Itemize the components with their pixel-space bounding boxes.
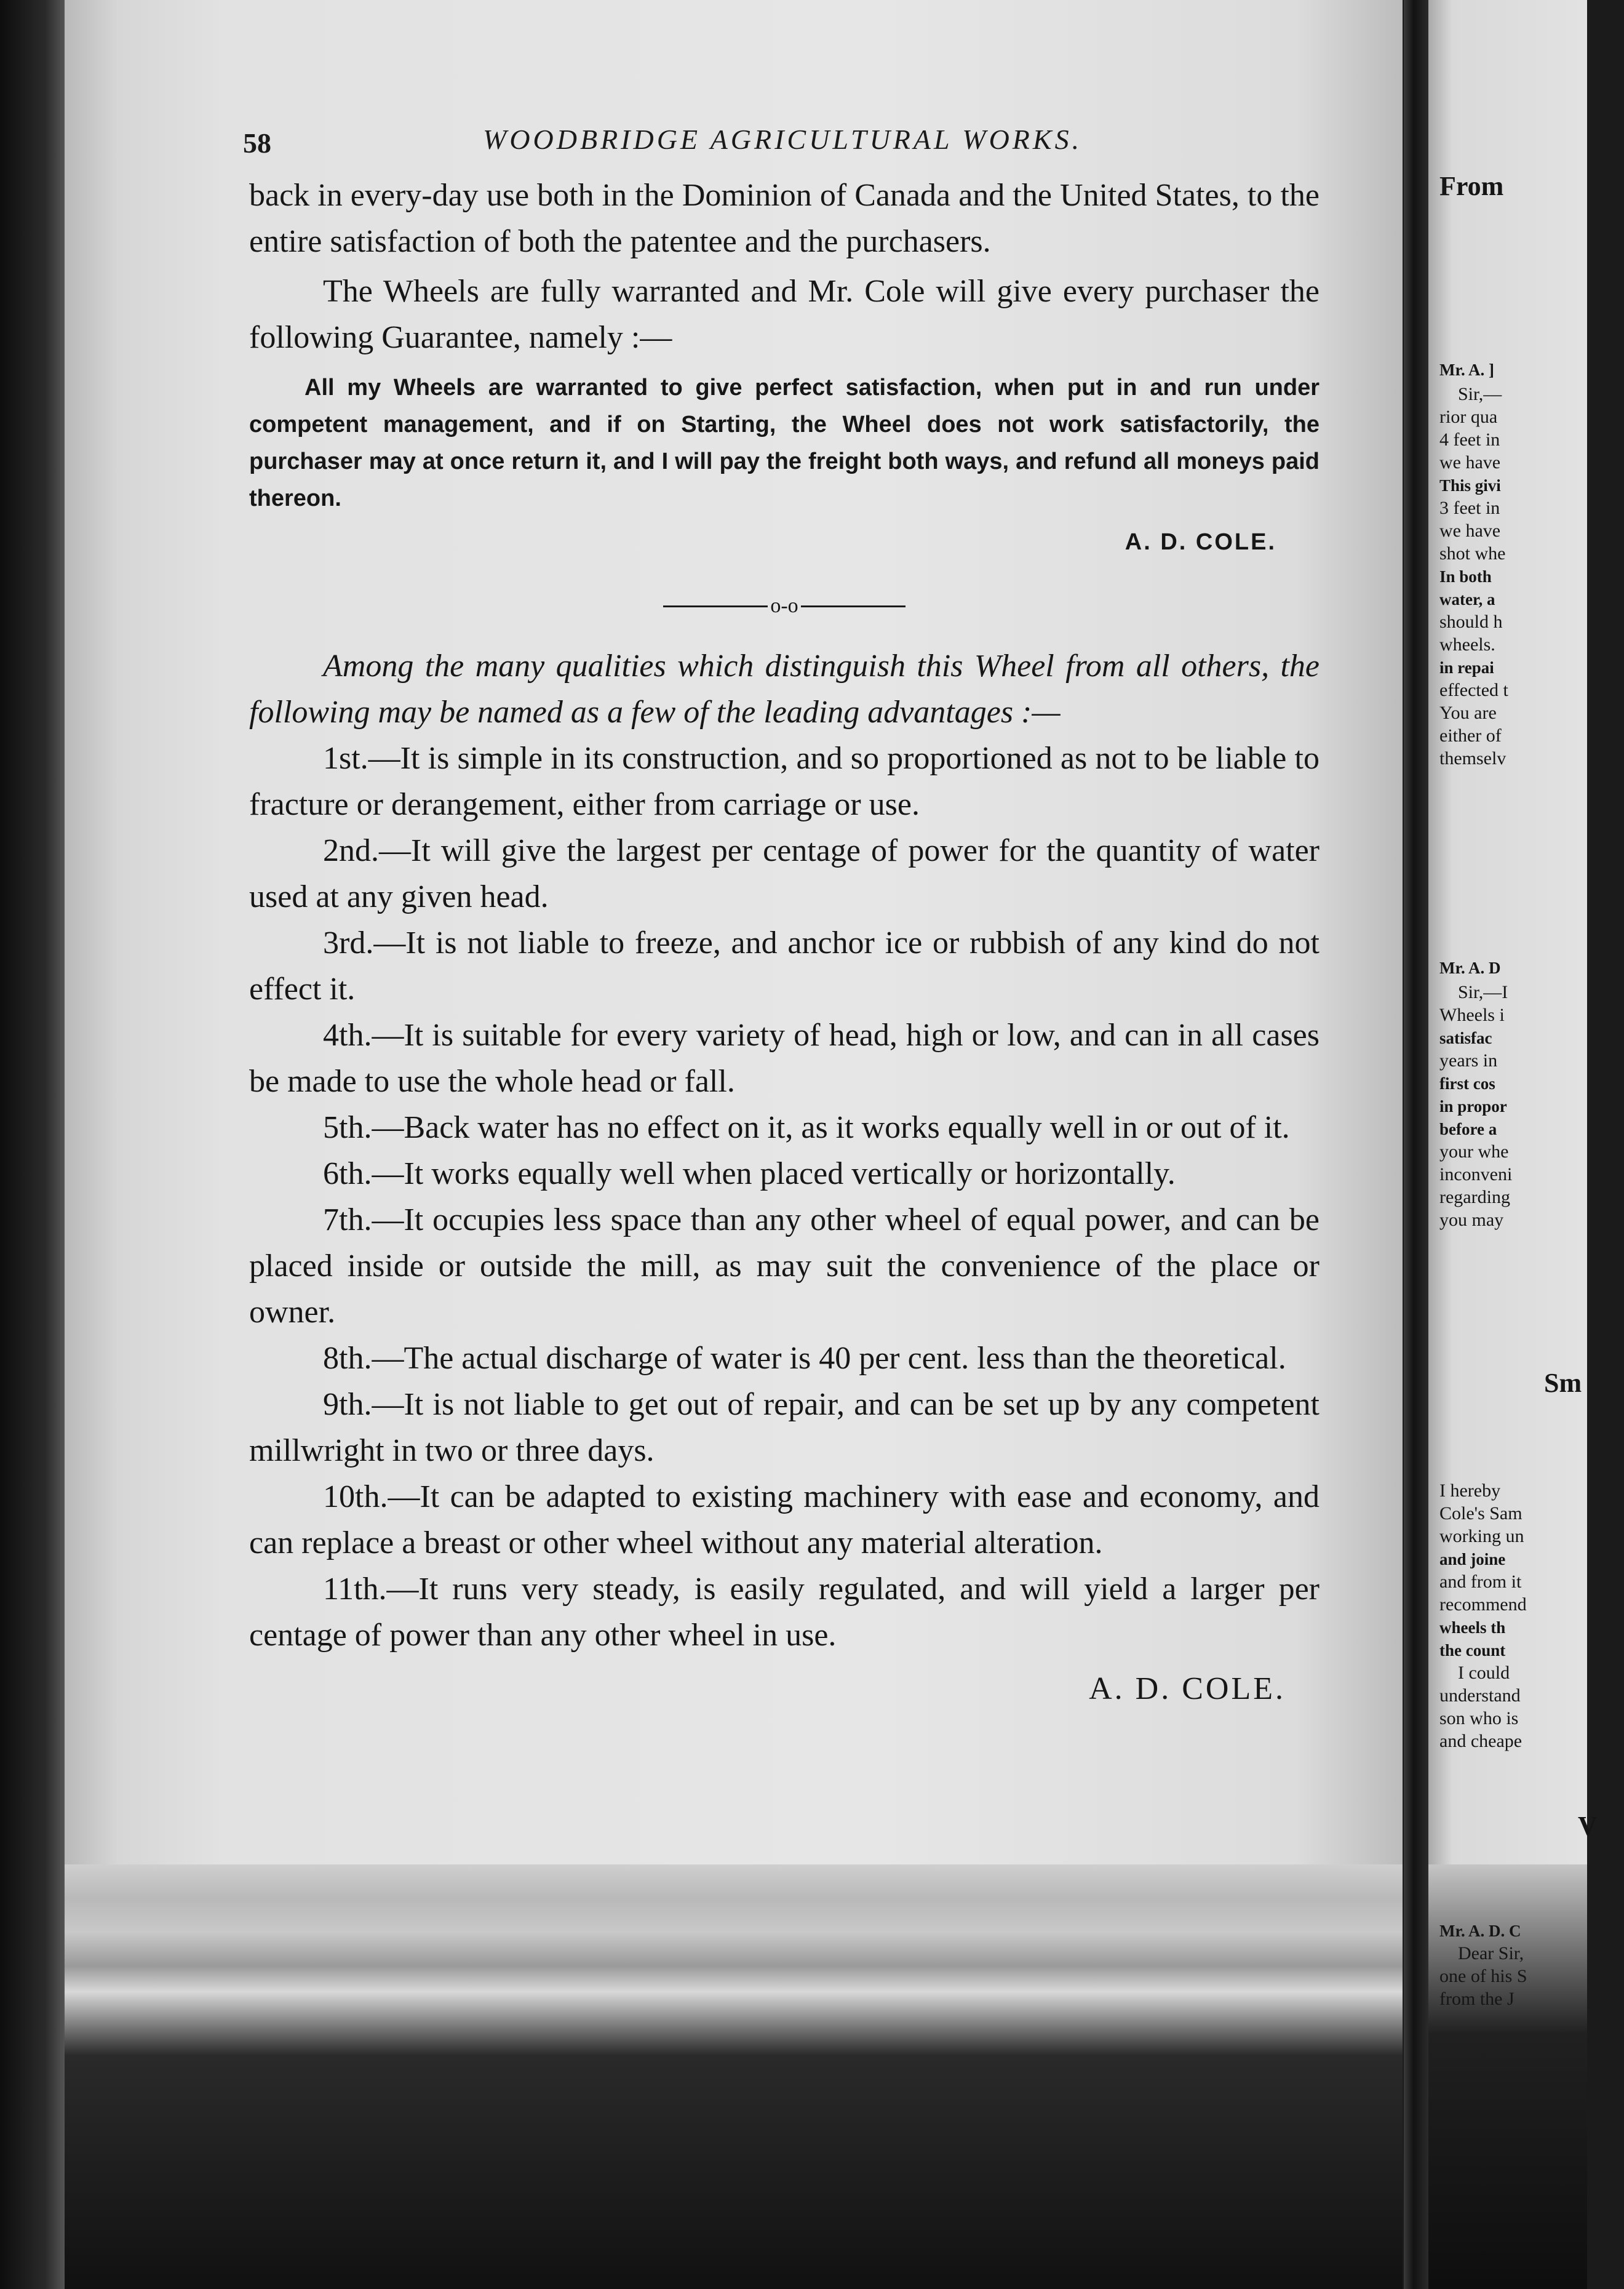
next-page-line: regarding bbox=[1439, 1187, 1510, 1207]
next-page-line: Mr. A. ] bbox=[1439, 361, 1494, 379]
next-page-line: in propor bbox=[1439, 1097, 1507, 1116]
guarantee-text: All my Wheels are warranted to give perfect satisfaction, when put in and run under competent management, and if on Starting, the Wheel does not work satisfactorily, the purchaser may at once return it, and I will pay the freight both ways, and refund all moneys paid thereon. bbox=[249, 375, 1320, 511]
advantage-item: 7th.—It occupies less space than any other wheel of equal power, and can be placed inside or outside the mill, as may suit the convenience of the place or owner. bbox=[249, 1202, 1320, 1330]
next-page-line: I hereby bbox=[1439, 1480, 1501, 1501]
next-page-line: Wheels i bbox=[1439, 1005, 1505, 1025]
next-page-line: You are bbox=[1439, 703, 1497, 723]
next-page-line: before a bbox=[1439, 1120, 1497, 1138]
running-head: WOODBRIDGE AGRICULTURAL WORKS. bbox=[483, 124, 1083, 155]
next-page-line: we have bbox=[1439, 452, 1501, 473]
next-page-line: you may bbox=[1439, 1210, 1504, 1230]
divider-rule-left bbox=[663, 605, 768, 607]
paragraph-continuation: back in every-day use both in the Dominion of Canada and the United States, to the entire satisfaction of both the patentee and the purchasers. bbox=[249, 178, 1320, 259]
next-page-line: Mr. A. D. C bbox=[1439, 1922, 1521, 1940]
advantage-item: 8th.—The actual discharge of water is 40 per cent. less than the theoretical. bbox=[323, 1341, 1286, 1376]
closing-signature: A. D. COLE. bbox=[1089, 1671, 1286, 1707]
guarantee-signature: A. D. COLE. bbox=[1124, 529, 1276, 555]
page-number: 58 bbox=[243, 127, 271, 159]
page-header bbox=[243, 123, 1313, 172]
next-page-line: years in bbox=[1439, 1050, 1498, 1071]
next-page-line: 3 feet in bbox=[1439, 498, 1500, 518]
paragraph-warranty: The Wheels are fully warranted and Mr. Cole will give every purchaser the following Guarantee, namely :— bbox=[249, 274, 1320, 355]
next-page-line: working un bbox=[1439, 1526, 1524, 1546]
next-page-line: we have bbox=[1439, 521, 1501, 541]
next-page-line: one of his S bbox=[1439, 1966, 1527, 1986]
next-page-line: first cos bbox=[1439, 1074, 1495, 1093]
divider-ornament: o-o bbox=[770, 594, 798, 618]
advantage-item: 11th.—It runs very steady, is easily regulated, and will yield a larger per centage of power than any other wheel in use. bbox=[249, 1572, 1320, 1653]
next-page-line: either of bbox=[1439, 725, 1502, 746]
next-page-line: recommend bbox=[1439, 1594, 1527, 1615]
next-page-heading: Sm bbox=[1544, 1368, 1582, 1398]
advantage-item: 3rd.—It is not liable to freeze, and anchor ice or rubbish of any kind do not effect it. bbox=[249, 925, 1320, 1007]
next-page-line: Sir,—I bbox=[1458, 982, 1508, 1002]
advantage-item: 1st.—It is simple in its construction, and so proportioned as not to be liable to fracture or derangement, either from carriage or use. bbox=[249, 741, 1320, 823]
next-page-line: from the J bbox=[1439, 1989, 1515, 2009]
next-page-line: I could bbox=[1458, 1663, 1510, 1683]
page-bottom-edge bbox=[65, 1864, 1403, 2289]
next-page-line: wheels th bbox=[1439, 1618, 1506, 1637]
next-page-line: wheels. bbox=[1439, 634, 1495, 655]
advantage-item: 10th.—It can be adapted to existing machinery with ease and economy, and can replace a breast or other wheel without any material alteration. bbox=[249, 1479, 1320, 1561]
page-body bbox=[249, 172, 1320, 1712]
next-page-line: 4 feet in bbox=[1439, 429, 1500, 450]
next-page-line: and joine bbox=[1439, 1550, 1506, 1568]
next-page-line: shot whe bbox=[1439, 543, 1506, 564]
left-page-edge bbox=[0, 0, 65, 2289]
advantage-item: 6th.—It works equally well when placed vertically or horizontally. bbox=[323, 1156, 1176, 1192]
next-page-line: In both bbox=[1439, 567, 1492, 586]
advantage-item: 9th.—It is not liable to get out of repair, and can be set up by any competent millwright in two or three days. bbox=[249, 1387, 1320, 1469]
advantage-item: 4th.—It is suitable for every variety of head, high or low, and can in all cases be made to use the whole head or fall. bbox=[249, 1018, 1320, 1100]
advantage-item: 5th.—Back water has no effect on it, as it works equally well in or out of it. bbox=[323, 1110, 1290, 1146]
next-page-line: Cole's Sam bbox=[1439, 1503, 1522, 1524]
next-page-line: should h bbox=[1439, 612, 1503, 632]
divider-rule-right bbox=[801, 605, 906, 607]
next-page-line: Sir,— bbox=[1458, 384, 1502, 404]
next-page-heading: From bbox=[1439, 171, 1504, 201]
next-page-heading: V bbox=[1578, 1811, 1598, 1841]
next-page-line: in repai bbox=[1439, 658, 1494, 677]
next-page-line: effected t bbox=[1439, 680, 1508, 700]
next-page-line: themselv bbox=[1439, 748, 1507, 769]
advantages-intro: Among the many qualities which distinguish this Wheel from all others, the following may be named as a few of the leading advantages :— bbox=[249, 649, 1320, 730]
next-page-line: your whe bbox=[1439, 1141, 1509, 1162]
next-page-line: inconveni bbox=[1439, 1164, 1513, 1184]
next-page-line: Dear Sir, bbox=[1458, 1943, 1524, 1963]
next-page-line: the count bbox=[1439, 1641, 1506, 1660]
next-page-line: rior qua bbox=[1439, 407, 1498, 427]
next-page-line: Mr. A. D bbox=[1439, 959, 1501, 977]
advantage-item: 2nd.—It will give the largest per centage of power for the quantity of water used at any given head. bbox=[249, 833, 1320, 915]
next-page-line: understand bbox=[1439, 1685, 1521, 1706]
next-page-line: water, a bbox=[1439, 590, 1495, 609]
section-divider bbox=[249, 591, 1320, 618]
next-page-line: and from it bbox=[1439, 1572, 1522, 1592]
next-page-line: and cheape bbox=[1439, 1731, 1522, 1751]
next-page-line: This givi bbox=[1439, 476, 1501, 495]
book-gutter bbox=[1404, 0, 1428, 2289]
next-page-line: son who is bbox=[1439, 1708, 1519, 1728]
next-page-line: satisfac bbox=[1439, 1029, 1492, 1047]
